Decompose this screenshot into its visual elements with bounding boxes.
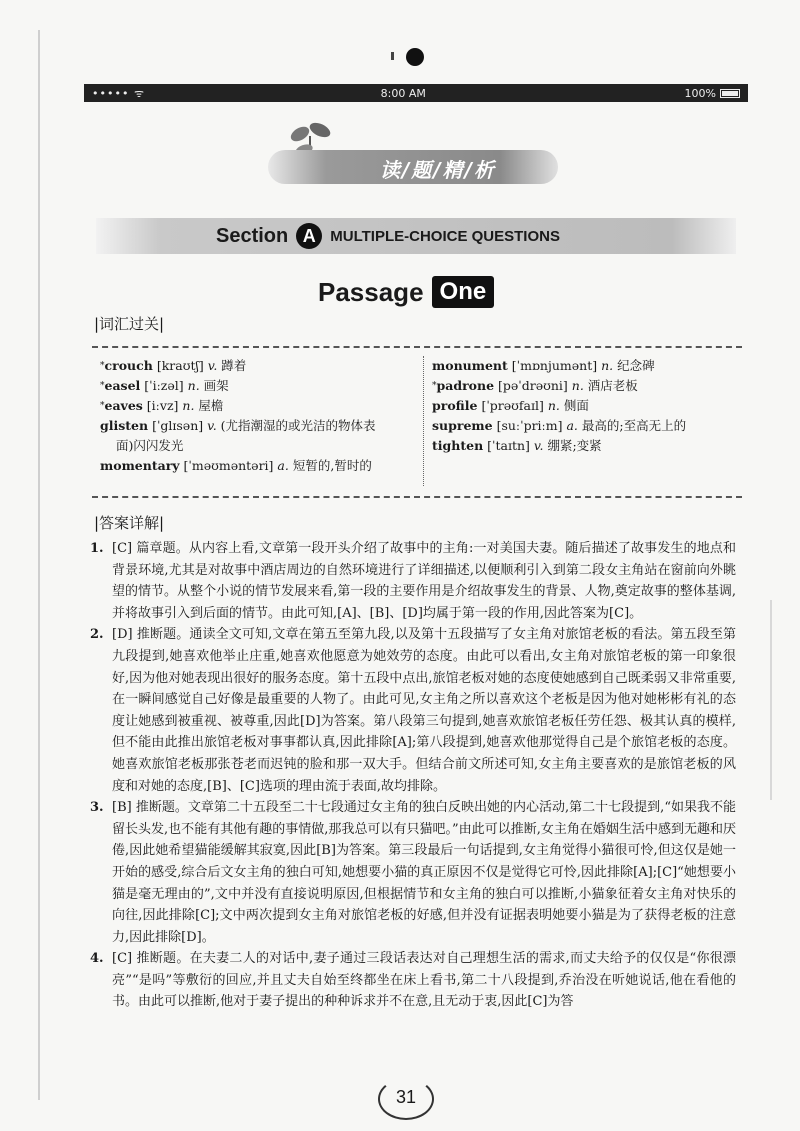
battery-icon [720,89,740,98]
vocab-part-of-speech: v. [207,418,217,433]
vocab-divider [423,356,424,486]
section-label: Section [216,224,289,247]
vocab-part-of-speech: n. [187,378,200,393]
answer-list [90,538,736,1013]
vocab-phonetic: [ˈprəʊfaɪl] [481,398,544,413]
vocab-word: crouch [104,358,153,373]
vocab-part-of-speech: n. [547,398,560,413]
vocab-entry [100,396,415,416]
vocab-entry [100,356,415,376]
vocab-column-right [432,356,732,456]
binding-hole [406,48,424,66]
page-edge-line [38,30,40,1100]
vocab-word: easel [104,378,141,393]
passage-heading [318,274,494,310]
vocab-part-of-speech: v. [533,438,544,453]
vocab-meaning: 酒店老板 [587,378,638,393]
status-bar [84,84,748,102]
vocab-word: momentary [100,458,180,473]
vocab-part-of-speech: a. [277,458,289,473]
page-number: 31 [378,1076,434,1118]
signal-indicator: ••••• ᯤ [92,86,145,100]
passage-number-badge: One [432,276,495,308]
vocab-word: supreme [432,418,493,433]
vocab-part-of-speech: n. [571,378,584,393]
vocab-entry [100,456,415,476]
answer-item [90,797,736,948]
vocab-meaning: 绷紧;变紧 [547,438,602,453]
vocab-entry [432,356,732,376]
vocab-heading: |词汇过关| [94,315,165,333]
vocab-phonetic: [ˈməʊməntəri] [183,458,274,473]
vocab-phonetic: [ˈtaɪtn] [487,438,530,453]
battery-indicator [685,87,740,100]
answer-text: [B] 推断题。文章第二十五段至二十七段通过女主角的独白反映出她的内心活动,第二十七段提到,“如果我不能留长头发,也不能有其他有趣的事情做,那我总可以有只猫吧。”由此可以推断,女主角在婚姻生活中感到无趣和厌倦,因此她希望猫能缓解其寂寞,因此[B]为答案。第三段最后一句话提到,女主角觉得小猫很可怜,但这仅是她一开始的感受,综合后文女主角的独白可知,她想要小猫的真正原因不仅是觉得它可怜,因此排除[A];[C]“她想要小猫是毫无理由的”,文中并没有直接说明原因,但根据情节和女主角的独白可以推断,小猫象征着女主角对快乐的向往,因此排除[C];文中两次提到女主角对旅馆老板的好感,但并没有证据表明她要小猫是为了获得老板的注意力,因此排除[D]。 [112,800,736,945]
answer-number: 4. [90,951,104,967]
vocab-phonetic: [ˈiːzəl] [144,378,184,393]
vocab-meaning: 最高的;至高无上的 [581,418,687,433]
answer-number: 3. [90,800,104,816]
vocab-word: glisten [100,418,149,433]
answer-text: [D] 推断题。通读全文可知,文章在第五至第九段,以及第十五段描写了女主角对旅馆老板的看法。第五段至第九段提到,她喜欢他举止庄重,她喜欢他愿意为她效劳的态度。由此可以看出,女主角对旅馆老板的第一印象很好,因为他对她表现出很好的服务态度。第十五段中点出,旅馆老板对她的态度使她感到自己既柔弱又非常重要,在一瞬间感觉自己好像是最重要的人物了。由此可见,女主角之所以喜欢这个老板是因为他对她彬彬有礼的态度让她感到被重视、被尊重,因此[D]为答案。第八段第三句提到,她喜欢旅馆老板任劳任怨、极其认真的模样,但不能由此推出旅馆老板对事事都认真,因此排除[A];第八段提到,她喜欢他那觉得自己是个旅馆老板的态度。她喜欢旅馆老板那张苍老而迟钝的脸和那一双大手。但结合前文所述可知,女主角主要喜欢的是旅馆老板的风度和对她的态度,[B]、[C]选项的理由流于表面,故均排除。 [112,627,736,794]
vocab-phonetic: [iːvz] [146,398,179,413]
vocab-word: monument [432,358,508,373]
vocab-entry [432,376,732,396]
vocab-phonetic: [kraʊtʃ] [156,358,204,373]
answers-heading: |答案详解| [94,514,165,532]
status-time: 8:00 AM [380,86,426,100]
chapter-banner [250,110,560,198]
vocab-word: padrone [436,378,495,393]
battery-percent: 100% [684,86,716,100]
section-subtitle: MULTIPLE-CHOICE QUESTIONS [330,227,560,245]
vocab-entry [432,416,732,436]
vocab-star: * [432,381,437,391]
answer-text: [C] 篇章题。从内容上看,文章第一段开头介绍了故事中的主角:一对美国夫妻。随后描述了故事发生的地点和背景环境,尤其是对故事中酒店周边的自然环境进行了详细描述,以便顺利引入到第二段女主角站在窗前向外眺望的情节。从整个小说的情节发展来看,第一段的主要作用是介绍故事发生的背景、人物,奠定故事的整体基调,并将故事引入到后面的情节。由此可知,[A]、[B]、[D]均属于第一段的作用,因此答案为[C]。 [112,541,736,621]
binding-mark [391,52,394,60]
vocab-entry [432,436,732,456]
section-letter-badge: A [296,223,322,249]
section-heading [96,218,736,254]
vocab-entry [100,376,415,396]
vocab-phonetic: [ˈglɪsən] [152,418,204,433]
vocab-phonetic: [ˈmɒnjumənt] [511,358,598,373]
answer-number: 2. [90,627,104,643]
vocab-word: tighten [432,438,484,453]
answer-number: 1. [90,541,104,556]
answer-item [90,624,736,797]
vocab-meaning-cont: 面)闪闪发光 [116,438,184,453]
vocab-part-of-speech: a. [566,418,578,433]
vocab-star: * [100,361,105,371]
vocab-meaning: 侧面 [563,398,589,413]
banner-title: 读/题/精/析 [380,158,496,182]
passage-label: Passage [318,276,424,307]
vocab-phonetic: [suːˈpriːm] [496,418,563,433]
vocab-phonetic: [pəˈdrəʊni] [498,378,568,393]
page-edge-line-right [770,600,772,800]
answer-item [90,538,736,624]
vocab-part-of-speech: n. [601,358,614,373]
answer-text: [C] 推断题。在夫妻二人的对话中,妻子通过三段话表达对自己理想生活的需求,而丈夫给予的仅仅是“你很漂亮”“是吗”等敷衍的回应,并且丈夫自始至终都坐在床上看书,第二十八段提到,乔治没在听她说话,他在看他的书。由此可以推断,他对于妻子提出的种种诉求并不在意,且无动于衷,因此[C]为答 [112,951,736,1010]
vocab-meaning: 短暂的,暂时的 [292,458,372,473]
vocab-entry [432,396,732,416]
vocab-part-of-speech: n. [182,398,195,413]
vocab-star: * [100,381,105,391]
answer-item [90,948,736,1013]
vocab-meaning: 画架 [203,378,229,393]
vocab-word: eaves [104,398,143,413]
vocab-meaning: (尤指潮湿的或光洁的物体表 [220,418,376,433]
vocab-meaning: 纪念碑 [617,358,655,373]
vocab-column-left [100,356,415,476]
vocab-star: * [100,401,105,411]
vocab-part-of-speech: v. [207,358,218,373]
vocab-word: profile [432,398,478,413]
vocab-meaning: 屋檐 [198,398,224,413]
vocab-meaning: 蹲着 [221,358,247,373]
vocab-entry [100,416,415,456]
